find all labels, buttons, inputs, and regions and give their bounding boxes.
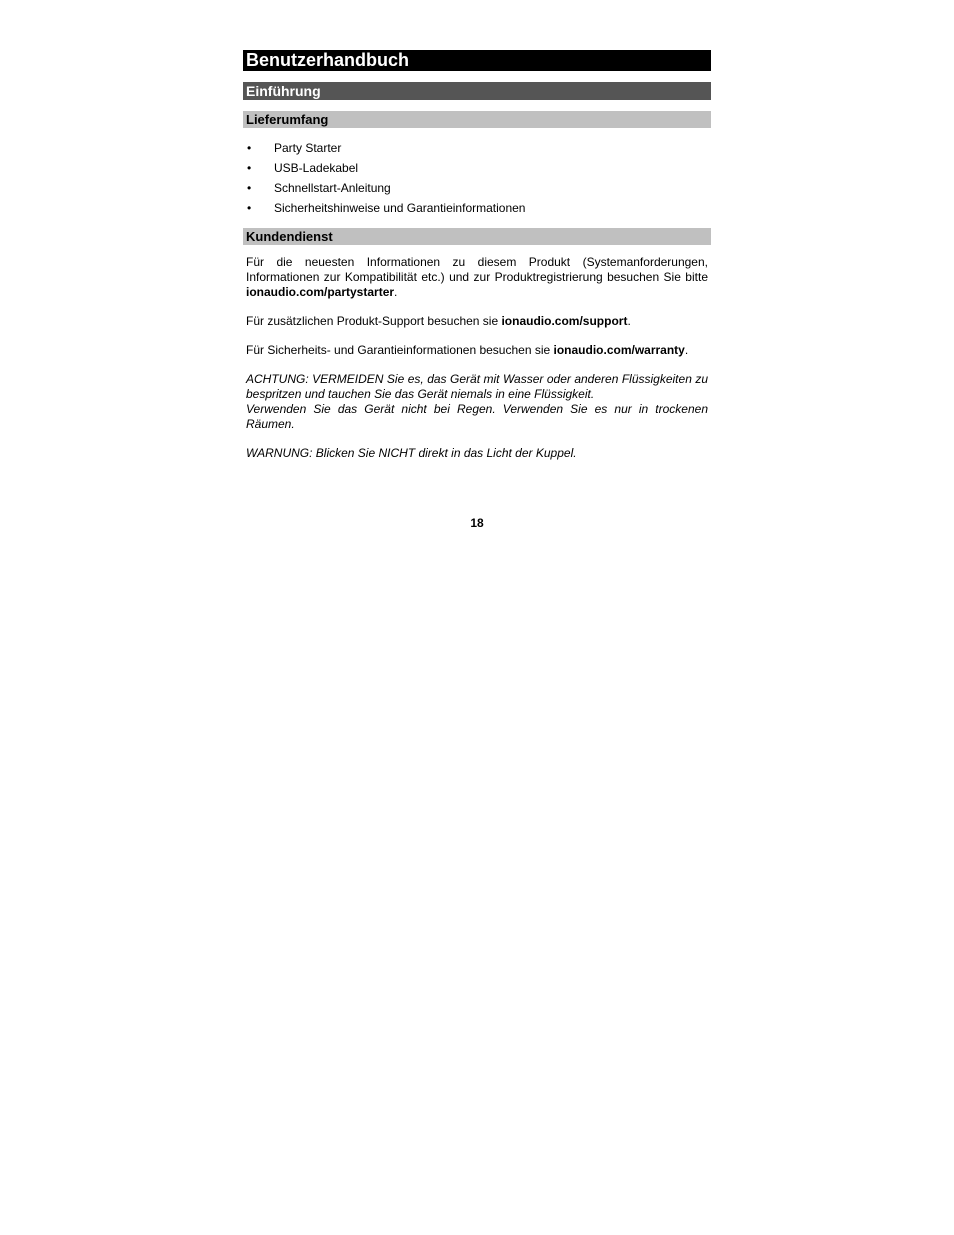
spacer (243, 432, 711, 446)
list-item (243, 138, 711, 158)
contents-list (243, 138, 711, 218)
support-paragraph-product-support (243, 314, 711, 329)
support-link[interactable]: ionaudio.com/support (501, 314, 628, 328)
spacer (243, 300, 711, 314)
list-item-text: Party Starter (274, 141, 342, 155)
punctuation: . (684, 343, 689, 357)
bullet-icon: • (247, 181, 252, 195)
manual-page (243, 50, 711, 461)
list-item (243, 158, 711, 178)
warranty-link[interactable]: ionaudio.com/warranty (553, 343, 685, 357)
list-item-text: Schnellstart-Anleitung (274, 181, 391, 195)
bullet-icon: • (247, 201, 252, 215)
punctuation: . (627, 314, 631, 328)
spacer (243, 358, 711, 372)
partystarter-link[interactable]: ionaudio.com/partystarter (246, 285, 395, 299)
support-text: Für zusätzlichen Produkt-Support besuchen sie (246, 314, 502, 328)
bullet-icon: • (247, 141, 252, 155)
caution-text-water: ACHTUNG: VERMEIDEN Sie es, das Gerät mit Wasser oder anderen Flüssigkeiten zu bespritzen und tauchen Sie das Gerät niemals in eine Flüssigkeit. (246, 372, 708, 401)
support-paragraph-warranty (243, 343, 711, 358)
caution-text-rain: Verwenden Sie das Gerät nicht bei Regen. Verwenden Sie es nur in trockenen Räumen. (246, 402, 708, 431)
support-text: Für die neuesten Informationen zu diesem Produkt (Systemanforderungen, Informationen zur Kompatibilität etc.) und zur Produktregistrierung besuchen Sie bitte (246, 255, 708, 284)
list-item (243, 198, 711, 218)
support-text: Für Sicherheits- und Garantieinformationen besuchen sie (246, 343, 554, 357)
list-item (243, 178, 711, 198)
document-title: Benutzerhandbuch (243, 50, 711, 71)
list-item-text: USB-Ladekabel (274, 161, 359, 175)
punctuation: . (394, 285, 398, 299)
subheading-kundendienst: Kundendienst (243, 228, 711, 245)
page-number: 18 (470, 516, 484, 530)
section-heading-einfuehrung: Einführung (243, 82, 711, 100)
support-paragraph-product-info (243, 255, 711, 300)
warning-text: WARNUNG: Blicken Sie NICHT direkt in das Licht der Kuppel. (246, 446, 577, 460)
spacer (243, 329, 711, 343)
list-item-text: Sicherheitshinweise und Garantieinformationen (274, 201, 526, 215)
subheading-lieferumfang: Lieferumfang (243, 111, 711, 128)
bullet-icon: • (247, 161, 252, 175)
